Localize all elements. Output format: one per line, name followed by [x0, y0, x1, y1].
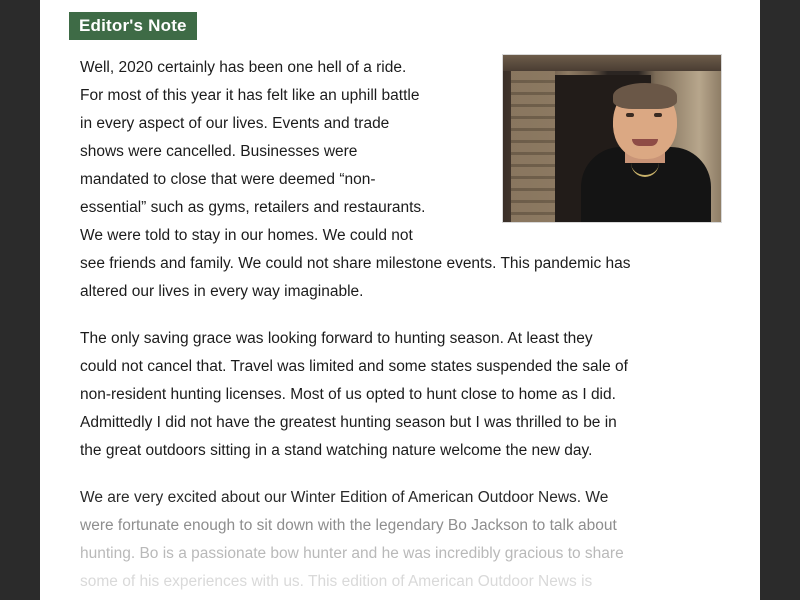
paragraph-2-line-2: could not cancel that. Travel was limited and some states suspended the sale of: [80, 358, 628, 375]
paragraph-3-line-1: We are very excited about our Winter Edition of American Outdoor News. We: [80, 489, 609, 506]
paragraph-2-line-3: non-resident hunting licenses. Most of us opted to hunt close to home as I did.: [80, 386, 616, 403]
paragraph-3-line-4: some of his experiences with us. This edition of American Outdoor News is: [80, 573, 593, 590]
paragraph-1-line-3: in every aspect of our lives. Events and trade: [80, 115, 390, 132]
paragraph-1-line-9: altered our lives in every way imaginable.: [80, 283, 364, 300]
paragraph-1: [80, 54, 720, 306]
paragraph-3-line-3: hunting. Bo is a passionate bow hunter and he was incredibly gracious to share: [80, 545, 624, 562]
paragraph-3-line-2: were fortunate enough to sit down with the legendary Bo Jackson to talk about: [80, 517, 617, 534]
paragraph-1-line-2: For most of this year it has felt like an uphill battle: [80, 87, 420, 104]
editors-note-heading-wrap: [69, 12, 197, 40]
article-body: [80, 54, 720, 600]
paragraph-3: [80, 484, 720, 596]
paragraph-1-line-6: essential” such as gyms, retailers and restaurants.: [80, 199, 426, 216]
paragraph-1-line-8: see friends and family. We could not share milestone events. This pandemic has: [80, 255, 631, 272]
paragraph-2-line-1: The only saving grace was looking forward to hunting season. At least they: [80, 330, 593, 347]
paragraph-2: [80, 325, 720, 465]
paragraph-2-line-4: Admittedly I did not have the greatest hunting season but I was thrilled to be in: [80, 414, 617, 431]
paragraph-1-line-5: mandated to close that were deemed “non-: [80, 171, 376, 188]
paragraph-1-line-1: Well, 2020 certainly has been one hell of a ride.: [80, 59, 407, 76]
document-page: [40, 0, 760, 600]
paragraph-1-line-7: We were told to stay in our homes. We could not: [80, 227, 413, 244]
paragraph-1-line-4: shows were cancelled. Businesses were: [80, 143, 358, 160]
paragraph-2-line-5: the great outdoors sitting in a stand watching nature welcome the new day.: [80, 442, 593, 459]
page-title: Editor's Note: [69, 12, 197, 40]
